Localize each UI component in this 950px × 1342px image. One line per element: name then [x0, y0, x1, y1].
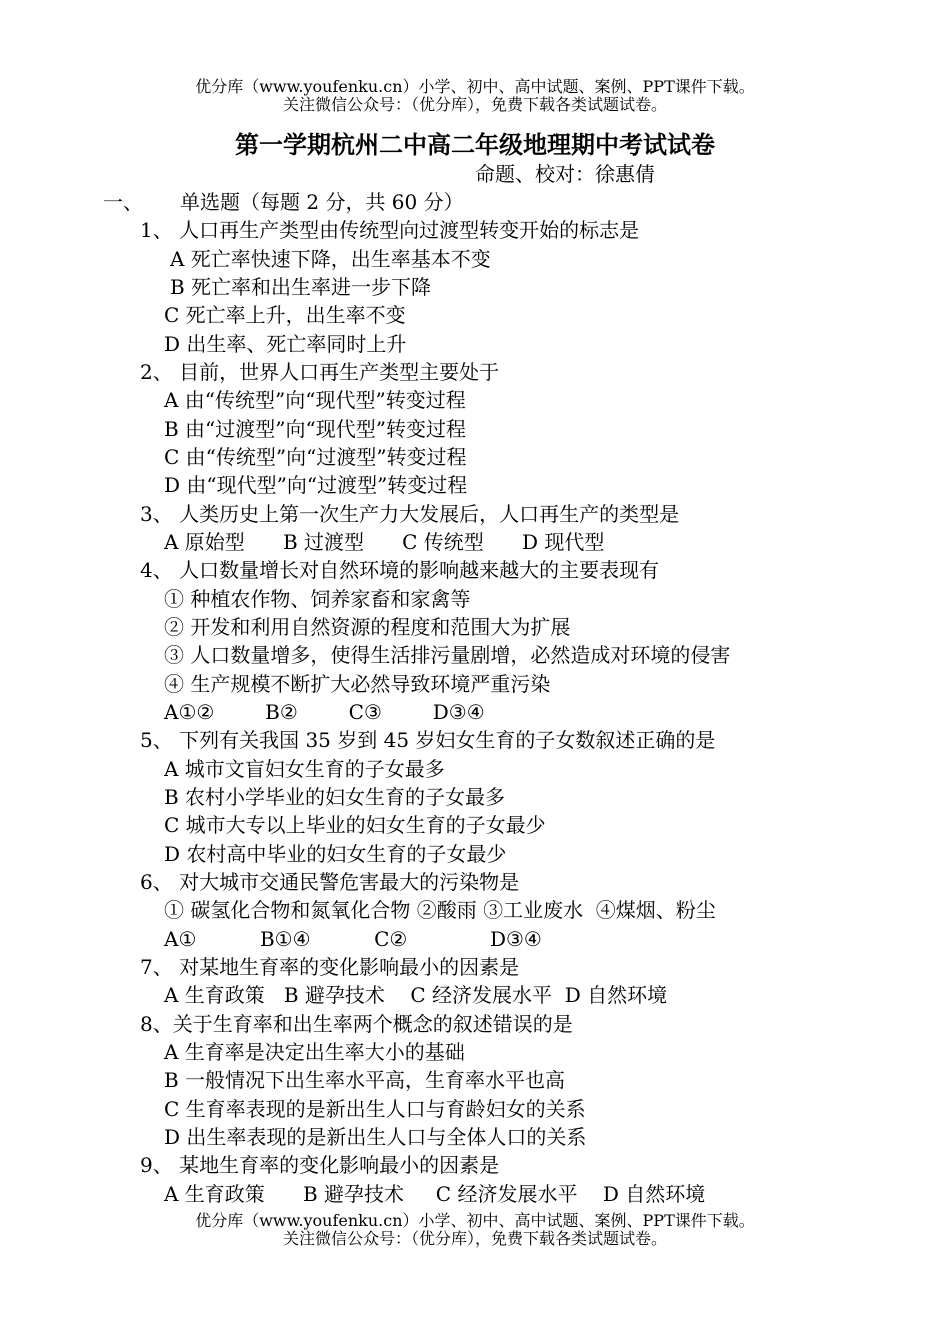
question-option: A 死亡率快速下降，出生率基本不变 [170, 247, 491, 271]
question-stem: 8、关于生育率和出生率两个概念的叙述错误的是 [140, 1012, 573, 1036]
question-option: D 出生率表现的是新出生人口与全体人口的关系 [164, 1125, 587, 1149]
question-option: ③ 人口数量增多，使得生活排污量剧增，必然造成对环境的侵害 [164, 643, 731, 667]
section-number: 一、 [103, 190, 143, 214]
exam-title: 第一学期杭州二中高二年级地理期中考试试卷 [235, 130, 715, 159]
question-option: ② 开发和利用自然资源的程度和范围大为扩展 [164, 615, 571, 639]
question-option: A①② B② C③ D③④ [164, 700, 485, 724]
question-option: A 生育政策 B 避孕技术 C 经济发展水平 D 自然环境 [164, 983, 668, 1007]
exam-author: 命题、校对：徐惠倩 [475, 162, 655, 186]
header-line-1: 优分库（www.youfenku.cn）小学、初中、高中试题、案例、PPT课件下载。 [195, 77, 755, 96]
section-title: 单选题（每题 2 分，共 60 分） [180, 190, 464, 214]
question-option: A 由“传统型”向“现代型”转变过程 [164, 388, 466, 412]
header-line-2: 关注微信公众号：（优分库），免费下载各类试题试卷。 [282, 95, 667, 114]
question-stem: 6、 对大城市交通民警危害最大的污染物是 [140, 870, 520, 894]
question-stem: 3、 人类历史上第一次生产力大发展后，人口再生产的类型是 [140, 502, 680, 526]
footer-line-1: 优分库（www.youfenku.cn）小学、初中、高中试题、案例、PPT课件下载。 [195, 1211, 755, 1230]
question-option: ④ 生产规模不断扩大必然导致环境严重污染 [164, 672, 551, 696]
question-stem: 2、 目前，世界人口再生产类型主要处于 [140, 360, 500, 384]
question-option: C 由“传统型”向“过渡型”转变过程 [164, 445, 467, 469]
question-option: A 生育率是决定出生率大小的基础 [164, 1040, 465, 1064]
question-option: A 生育政策 B 避孕技术 C 经济发展水平 D 自然环境 [164, 1182, 706, 1206]
question-option: B 由“过渡型”向“现代型”转变过程 [164, 417, 466, 441]
question-option: B 农村小学毕业的妇女生育的子女最多 [164, 785, 506, 809]
question-option: C 死亡率上升，出生率不变 [164, 303, 406, 327]
footer-line-2: 关注微信公众号：（优分库），免费下载各类试题试卷。 [282, 1229, 667, 1248]
question-option: D 农村高中毕业的妇女生育的子女最少 [164, 842, 507, 866]
question-option: A 原始型 B 过渡型 C 传统型 D 现代型 [164, 530, 605, 554]
question-option: B 死亡率和出生率进一步下降 [170, 275, 432, 299]
question-option: B 一般情况下出生率水平高，生育率水平也高 [164, 1068, 566, 1092]
question-option: C 城市大专以上毕业的妇女生育的子女最少 [164, 813, 546, 837]
question-option: C 生育率表现的是新出生人口与育龄妇女的关系 [164, 1097, 586, 1121]
question-option: D 出生率、死亡率同时上升 [164, 332, 407, 356]
question-option: A① B①④ C② D③④ [164, 927, 542, 951]
question-option: ① 碳氢化合物和氮氧化合物 ②酸雨 ③工业废水 ④煤烟、粉尘 [164, 898, 716, 922]
question-stem: 5、 下列有关我国 35 岁到 45 岁妇女生育的子女数叙述正确的是 [140, 728, 716, 752]
question-option: D 由“现代型”向“过渡型”转变过程 [164, 473, 468, 497]
question-stem: 9、 某地生育率的变化影响最小的因素是 [140, 1153, 500, 1177]
question-stem: 1、 人口再生产类型由传统型向过渡型转变开始的标志是 [140, 218, 640, 242]
question-stem: 4、 人口数量增长对自然环境的影响越来越大的主要表现有 [140, 558, 660, 582]
question-stem: 7、 对某地生育率的变化影响最小的因素是 [140, 955, 520, 979]
question-option: A 城市文盲妇女生育的子女最多 [164, 757, 445, 781]
question-option: ① 种植农作物、饲养家畜和家禽等 [164, 587, 471, 611]
